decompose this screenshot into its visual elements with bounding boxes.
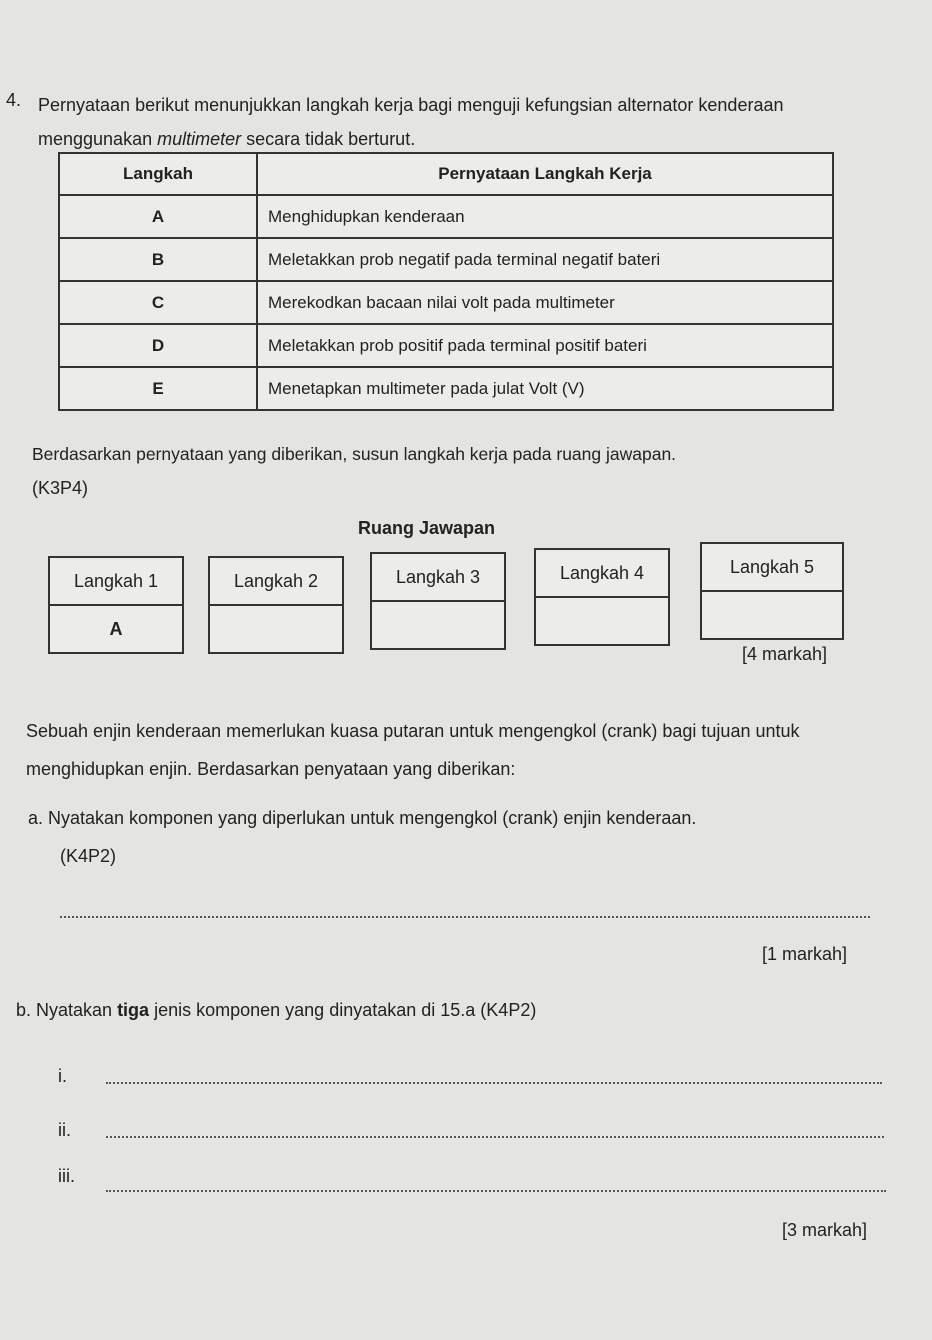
step-letter: C [59, 281, 257, 324]
answer-box-label: Langkah 1 [50, 558, 182, 606]
answer-box-label: Langkah 4 [536, 550, 668, 598]
answer-item-iii: iii. [58, 1166, 75, 1186]
table-row [59, 195, 833, 238]
answer-box-step-2 [208, 556, 344, 654]
part-a-question: a. Nyatakan komponen yang diperlukan untuk mengengkol (crank) enjin kenderaan. [28, 808, 697, 828]
part-b-suffix: jenis komponen yang dinyatakan di 15.a (K4P2) [149, 1000, 537, 1020]
intro-text-1: Pernyataan berikut menunjukkan langkah kerja bagi menguji kefungsian alternator kenderaan menggunakan [38, 95, 784, 149]
intro-text-2: secara tidak berturut. [241, 129, 416, 149]
steps-table [58, 152, 834, 411]
skill-code: (K3P4) [32, 478, 89, 498]
step-statement: Menetapkan multimeter pada julat Volt (V) [257, 367, 833, 410]
answer-box-input[interactable]: A [109, 618, 123, 639]
step-letter: B [59, 238, 257, 281]
table-row [59, 367, 833, 410]
answer-line-i[interactable] [106, 1082, 882, 1084]
instruction-text: Berdasarkan pernyataan yang diberikan, susun langkah kerja pada ruang jawapan. [32, 444, 677, 464]
answer-box-input[interactable] [372, 602, 504, 648]
step-statement: Merekodkan bacaan nilai volt pada multimeter [257, 281, 833, 324]
crank-paragraph: Sebuah enjin kenderaan memerlukan kuasa putaran untuk mengengkol (crank) bagi tujuan untuk menghidupkan enjin. Berdasarkan penyataan yang diberikan: [26, 721, 800, 779]
question-intro [38, 88, 838, 156]
answer-box-step-3 [370, 552, 506, 650]
table-row [59, 281, 833, 324]
answer-box-input[interactable] [210, 606, 342, 652]
table-header-row [59, 153, 833, 195]
answer-space-title: Ruang Jawapan [358, 518, 496, 538]
step-statement: Meletakkan prob positif pada terminal positif bateri [257, 324, 833, 367]
answer-item-i: i. [58, 1066, 67, 1086]
table-row [59, 238, 833, 281]
part-b-question [16, 1000, 536, 1021]
answer-box-input[interactable] [536, 598, 668, 644]
header-statement: Pernyataan Langkah Kerja [257, 153, 833, 195]
answer-box-step-5 [700, 542, 844, 640]
answer-line-ii[interactable] [106, 1136, 884, 1138]
part-b-bold: tiga [117, 1000, 150, 1020]
answer-item-ii: ii. [58, 1120, 71, 1140]
step-statement: Meletakkan prob negatif pada terminal negatif bateri [257, 238, 833, 281]
table-row [59, 324, 833, 367]
step-letter: E [59, 367, 257, 410]
step-statement: Menghidupkan kenderaan [257, 195, 833, 238]
part-a-answer-line[interactable] [60, 916, 870, 918]
step-letter: D [59, 324, 257, 367]
answer-box-label: Langkah 5 [702, 544, 842, 592]
question-number: 4. [6, 90, 22, 110]
part-b-prefix: b. Nyatakan [16, 1000, 118, 1020]
answer-box-label: Langkah 3 [372, 554, 504, 602]
answer-line-iii[interactable] [106, 1190, 886, 1192]
answer-box-step-4 [534, 548, 670, 646]
answer-box-step-1 [48, 556, 184, 654]
answer-box-label: Langkah 2 [210, 558, 342, 606]
step-letter: A [59, 195, 257, 238]
answer-box-input[interactable] [702, 592, 842, 638]
intro-italic: multimeter [157, 129, 242, 149]
marks-label-3: [3 markah] [782, 1220, 868, 1240]
header-step: Langkah [59, 153, 257, 195]
marks-label-1: [4 markah] [742, 644, 828, 664]
part-a-code: (K4P2) [60, 846, 117, 866]
marks-label-2: [1 markah] [762, 944, 848, 964]
